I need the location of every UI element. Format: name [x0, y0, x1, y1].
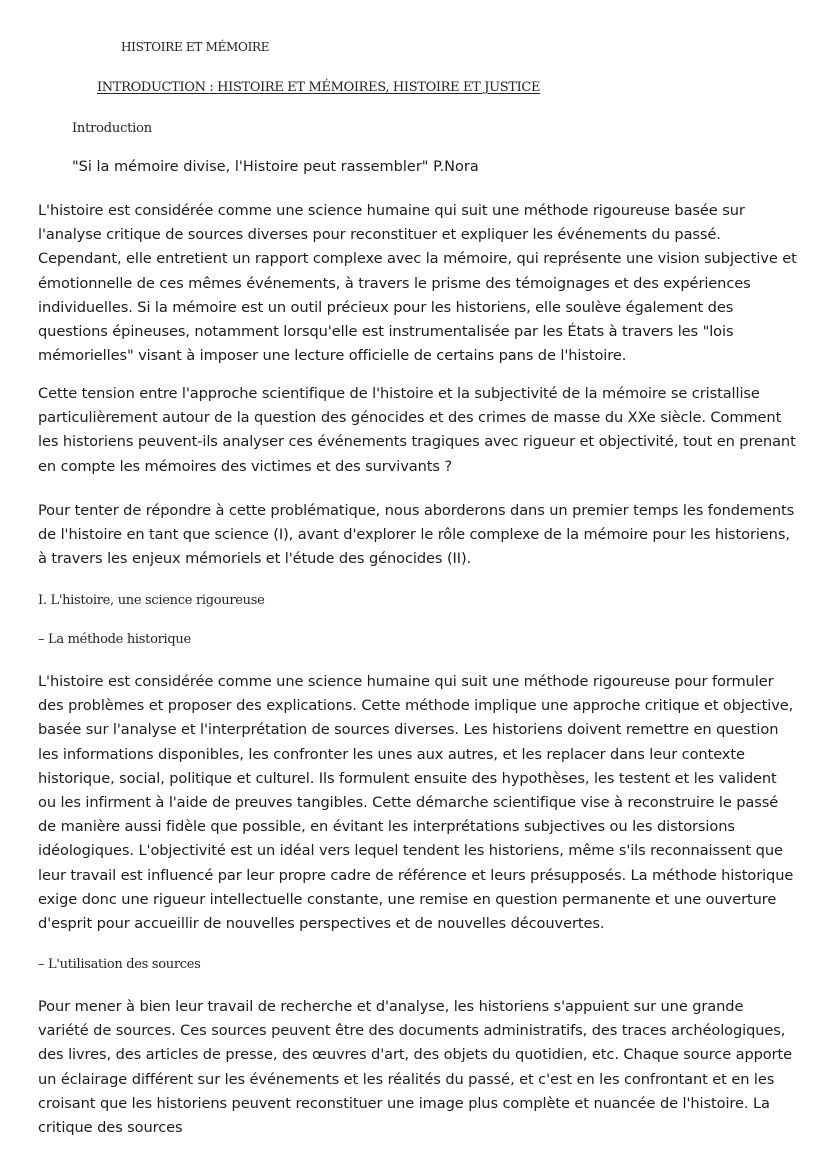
- subsection-method-heading: – La méthode historique: [38, 632, 191, 647]
- paragraph-1: L'histoire est considérée comme une science humaine qui suit une méthode rigoureuse basée sur l'analyse critique de sources diverses pour reconstituer et expliquer les événements du passé. Cependant, elle entretient un rapport complexe avec la mémoire, qui représente une vision subjective et émotionnelle de ces mêmes événements, à travers le prisme des témoignages et des expériences individuelles. Si la mémoire est un outil précieux pour les historiens, elle soulève également des questions épineuses, notamment lorsqu'elle est instrumentalisée par les États à travers les "lois mémorielles" visant à imposer une lecture officielle de certains pans de l'histoire.: [38, 202, 797, 365]
- paragraph-5: Pour mener à bien leur travail de recherche et d'analyse, les historiens s'appuient sur une grande variété de sources. Ces sources peuvent être des documents administratifs, des traces archéologiques, des livres, des articles de presse, des œuvres d'art, des objets du quotidien, etc. Chaque source apporte un éclairage différent sur les événements et les réalités du passé, et c'est en les confrontant et en les croisant que les historiens peuvent reconstituer une image plus complète et nuancée de l'histoire. La critique des sources: [38, 998, 793, 1137]
- paragraph-3: Pour tenter de répondre à cette problématique, nous aborderons dans un premier temps les fondements de l'histoire en tant que science (I), avant d'explorer le rôle complexe de la mémoire pour les historiens, à travers les enjeux mémoriels et l'étude des génocides (II).: [38, 502, 795, 568]
- introduction-label: Introduction: [72, 121, 152, 136]
- introduction-heading: INTRODUCTION : HISTOIRE ET MÉMOIRES, HISTOIRE ET JUSTICE: [97, 80, 541, 95]
- epigraph-quote: "Si la mémoire divise, l'Histoire peut rassembler" P.Nora: [72, 159, 479, 175]
- paragraph-4: L'histoire est considérée comme une science humaine qui suit une méthode rigoureuse pour formuler des problèmes et proposer des explications. Cette méthode implique une approche critique et objective, basée sur l'analyse et l'interprétation de sources diverses. Les historiens doivent remettre en question les informations disponibles, les confronter les unes aux autres, et les replacer dans leur contexte historique, social, politique et culturel. Ils formulent ensuite des hypothèses, les testent et les valident ou les infirment à l'aide de preuves tangibles. Cette démarche scientifique vise à reconstruire le passé de manière aussi fidèle que possible, en évitant les interprétations subjectives ou les distorsions idéologiques. L'objectivité est un idéal vers lequel tendent les historiens, même s'ils reconnaissent que leur travail est influencé par leur propre cadre de référence et leurs présupposés. La méthode historique exige donc une rigueur intellectuelle constante, une remise en question permanente et une ouverture d'esprit pour accueillir de nouvelles perspectives et de nouvelles découvertes.: [38, 673, 794, 933]
- subsection-sources-heading: – L'utilisation des sources: [38, 957, 201, 972]
- section-1-heading: I. L'histoire, une science rigoureuse: [38, 593, 265, 608]
- paragraph-2: Cette tension entre l'approche scientifique de l'histoire et la subjectivité de la mémoire se cristallise particulièrement autour de la question des génocides et des crimes de masse du XXe siècle. Comment les historiens peuvent-ils analyser ces événements tragiques avec rigueur et objectivité, tout en prenant en compte les mémoires des victimes et des survivants ?: [38, 385, 796, 475]
- document-header-title: HISTOIRE ET MÉMOIRE: [121, 40, 270, 54]
